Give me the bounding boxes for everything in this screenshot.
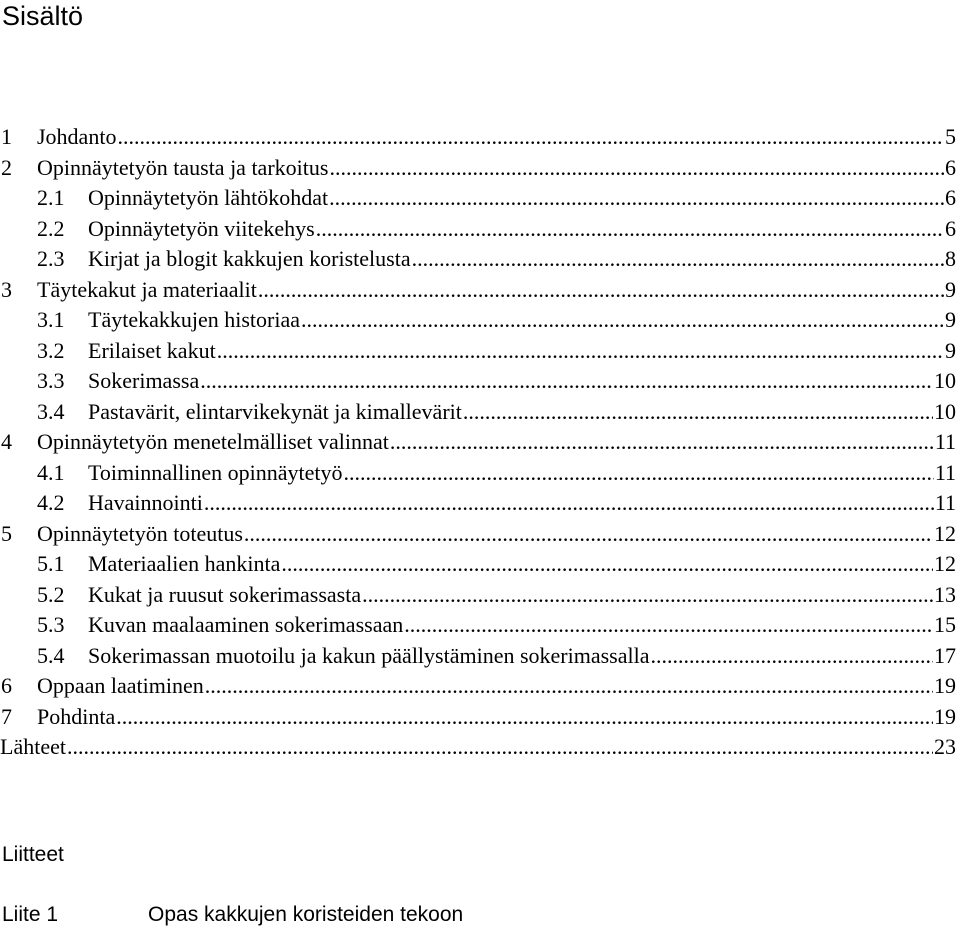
toc-entry-label: Lähteet xyxy=(0,734,66,759)
toc-entry-label: Sokerimassa xyxy=(88,368,200,393)
toc-dot-leader xyxy=(329,183,944,213)
toc-entry-number: 4.2 xyxy=(37,490,65,515)
toc-entry-number: 5.4 xyxy=(37,642,65,668)
toc-entry-label: Johdanto xyxy=(37,124,117,149)
toc-entry-page: 11 xyxy=(934,459,956,485)
toc-entry-page: 9 xyxy=(945,307,956,332)
toc-dot-leader xyxy=(390,427,934,457)
toc-entry-page: 6 xyxy=(945,154,956,180)
toc-entry-label: Opinnäytetyön toteutus xyxy=(37,520,243,546)
toc-entry xyxy=(0,519,956,550)
toc-entry-page: 6 xyxy=(945,215,956,241)
toc-entry-page: 5 xyxy=(945,124,956,149)
toc-entry-number: 5 xyxy=(1,520,12,546)
appendix-item xyxy=(2,900,463,930)
appendix-name: Opas kakkujen koristeiden tekoon xyxy=(148,903,464,926)
toc-entry-label: Sokerimassan muotoilu ja kakun päällystäminen sokerimassalla xyxy=(88,642,650,668)
toc-entry xyxy=(0,244,956,275)
toc-entry-page: 10 xyxy=(934,398,956,424)
toc-entry-number: 3 xyxy=(1,276,12,302)
toc-entry xyxy=(0,671,956,702)
appendix-id: Liite 1 xyxy=(2,903,59,926)
toc-dot-leader xyxy=(316,214,944,244)
toc-entry-label: Kukat ja ruusut sokerimassasta xyxy=(88,581,362,607)
toc-entry xyxy=(0,580,956,611)
toc-entry-number: 3.3 xyxy=(37,368,65,393)
toc-entry xyxy=(0,732,956,763)
toc-entry-label: Havainnointi xyxy=(88,490,203,515)
toc-entry-number: 5.1 xyxy=(37,551,65,576)
toc-entry xyxy=(0,702,956,733)
toc-dot-leader xyxy=(217,336,944,366)
toc-entry-page: 8 xyxy=(945,246,956,271)
toc-entry-label: Oppaan laatiminen xyxy=(37,673,204,698)
toc-entry-label: Pohdinta xyxy=(37,703,116,729)
toc-entry-number: 5.3 xyxy=(37,612,65,637)
toc-entry-label: Opinnäytetyön lähtökohdat xyxy=(88,185,329,210)
toc-entry-number: 7 xyxy=(1,703,12,729)
toc-dot-leader xyxy=(116,702,933,732)
toc-dot-leader xyxy=(117,122,944,152)
appendix-heading: Liitteet xyxy=(2,843,64,866)
toc-entry xyxy=(0,610,956,641)
toc-entry-label: Täytekakut ja materiaalit xyxy=(37,276,257,302)
toc-dot-leader xyxy=(651,641,934,671)
toc-entry-number: 3.1 xyxy=(37,307,65,332)
toc-dot-leader xyxy=(244,519,933,549)
toc-entry-number: 3.2 xyxy=(37,337,65,363)
toc-dot-leader xyxy=(205,671,933,701)
toc-entry-page: 12 xyxy=(934,551,956,576)
toc-entry xyxy=(0,214,956,245)
toc-entry-label: Pastavärit, elintarvikekynät ja kimallevärit xyxy=(88,398,462,424)
toc-entry-number: 1 xyxy=(1,124,12,149)
page-title: Sisältö xyxy=(2,1,84,31)
toc-entry-page: 12 xyxy=(934,520,956,546)
toc-entry xyxy=(0,397,956,428)
toc-entry-label: Opinnäytetyön viitekehys xyxy=(88,215,315,241)
toc-entry-label: Toiminnallinen opinnäytetyö xyxy=(88,459,343,485)
toc-entry-number: 2.1 xyxy=(37,185,65,210)
toc-entry xyxy=(0,366,956,397)
toc-entry-number: 4 xyxy=(1,429,12,454)
toc-entry-page: 23 xyxy=(934,734,956,759)
toc-entry-number: 2.3 xyxy=(37,246,65,271)
toc-dot-leader xyxy=(67,732,933,762)
toc-entry xyxy=(0,153,956,184)
toc-dot-leader xyxy=(404,610,933,640)
toc-entry-label: Opinnäytetyön tausta ja tarkoitus xyxy=(37,154,329,180)
toc-entry-number: 5.2 xyxy=(37,581,65,607)
toc-dot-leader xyxy=(204,488,934,518)
toc-entry xyxy=(0,549,956,580)
toc-entry xyxy=(0,183,956,214)
toc-entry xyxy=(0,427,956,458)
toc-entry-label: Täytekakkujen historiaa xyxy=(88,307,300,332)
toc-entry-label: Kuvan maalaaminen sokerimassaan xyxy=(88,612,404,637)
toc-entry-label: Materiaalien hankinta xyxy=(88,551,281,576)
toc-dot-leader xyxy=(258,275,944,305)
toc-entry-page: 9 xyxy=(945,337,956,363)
toc-entry xyxy=(0,122,956,153)
toc-entry-page: 13 xyxy=(934,581,956,607)
toc-entry-label: Erilaiset kakut xyxy=(88,337,216,363)
toc-dot-leader xyxy=(412,244,944,274)
toc-entry xyxy=(0,641,956,672)
toc-entry-page: 15 xyxy=(934,612,956,637)
toc-entry xyxy=(0,275,956,306)
toc-entry-page: 6 xyxy=(945,185,956,210)
toc-entry xyxy=(0,488,956,519)
toc-entry-page: 19 xyxy=(934,673,956,698)
toc-entry-page: 19 xyxy=(934,703,956,729)
toc-dot-leader xyxy=(463,397,933,427)
toc-entry-number: 2 xyxy=(1,154,12,180)
toc-entry-page: 17 xyxy=(934,642,956,668)
table-of-contents xyxy=(0,122,956,763)
toc-entry-number: 2.2 xyxy=(37,215,65,241)
toc-entry xyxy=(0,305,956,336)
toc-entry-page: 10 xyxy=(934,368,956,393)
toc-entry-page: 11 xyxy=(934,429,956,454)
toc-entry-label: Kirjat ja blogit kakkujen koristelusta xyxy=(88,246,411,271)
toc-entry xyxy=(0,336,956,367)
toc-dot-leader xyxy=(362,580,933,610)
toc-entry-page: 11 xyxy=(934,490,956,515)
toc-dot-leader xyxy=(301,305,944,335)
toc-dot-leader xyxy=(329,153,944,183)
toc-entry-number: 4.1 xyxy=(37,459,65,485)
toc-entry-number: 3.4 xyxy=(37,398,65,424)
toc-entry-label: Opinnäytetyön menetelmälliset valinnat xyxy=(37,429,389,454)
toc-entry-number: 6 xyxy=(1,673,12,698)
toc-dot-leader xyxy=(343,458,933,488)
toc-dot-leader xyxy=(281,549,933,579)
toc-dot-leader xyxy=(200,366,933,396)
toc-entry xyxy=(0,458,956,489)
toc-entry-page: 9 xyxy=(945,276,956,302)
